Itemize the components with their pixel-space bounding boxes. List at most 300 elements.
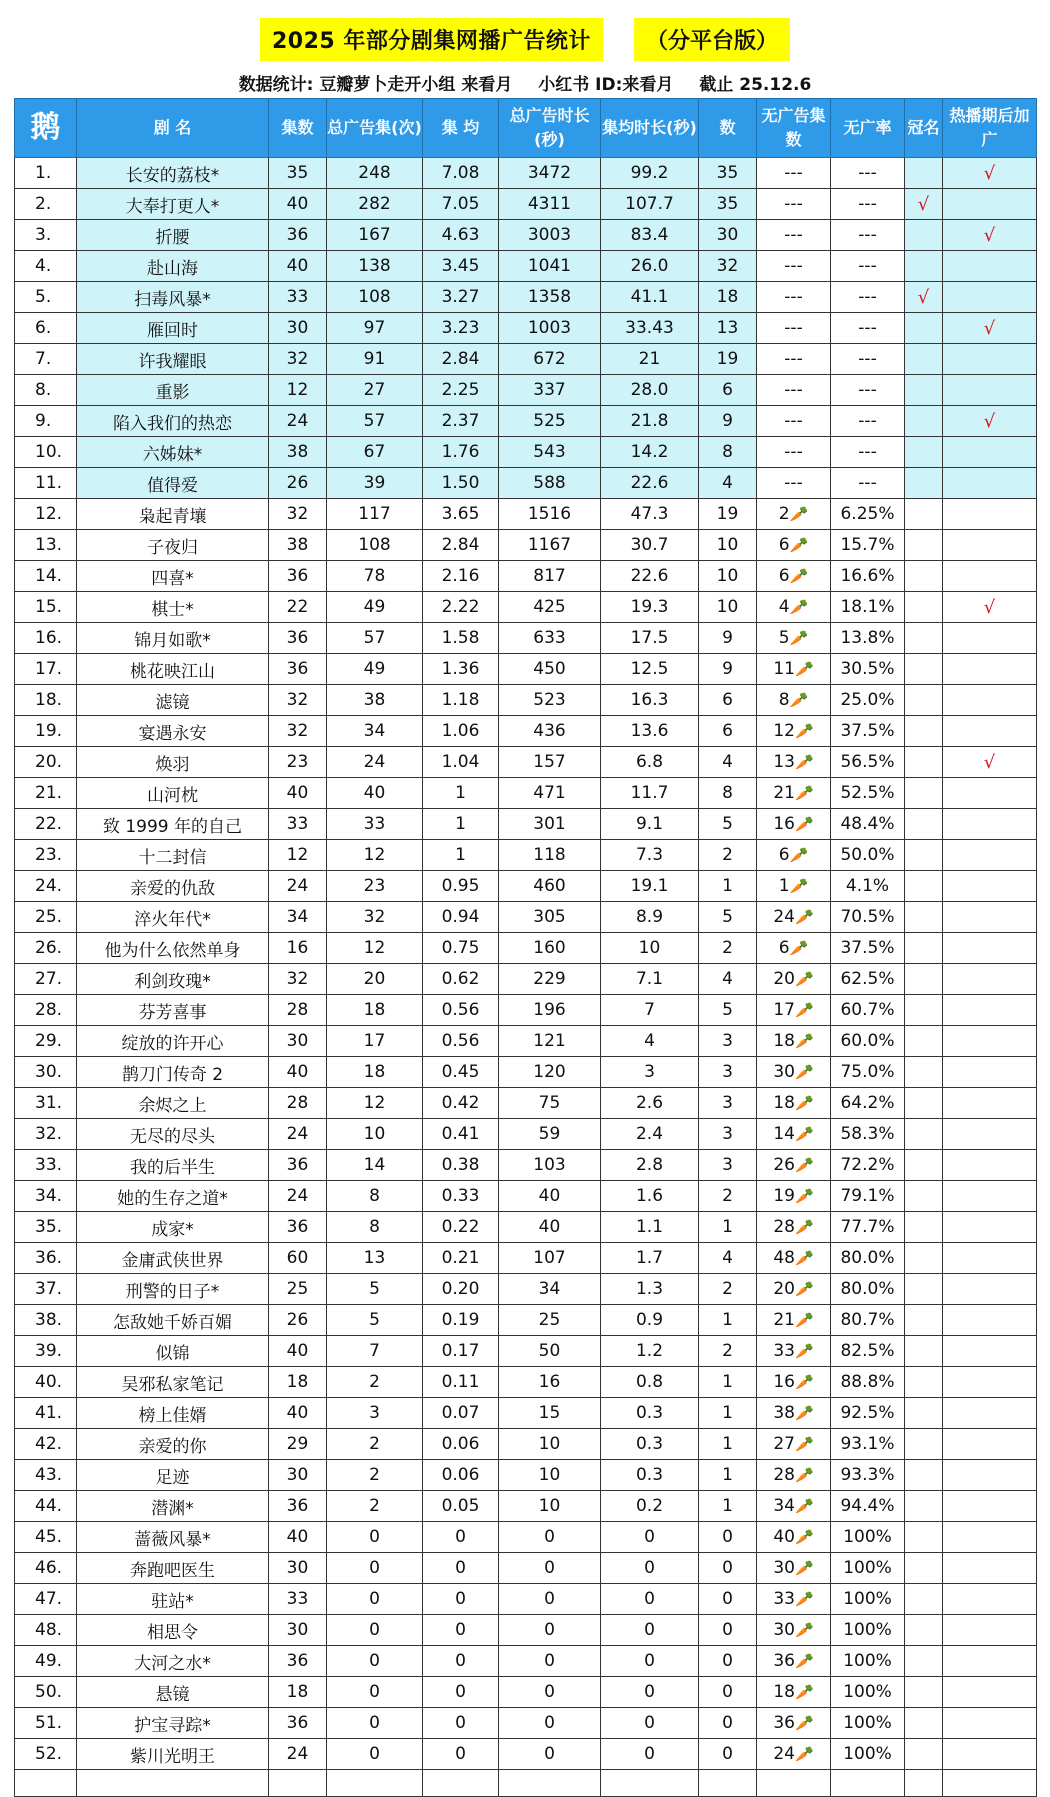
avg-duration-cell: 19.1 [601, 871, 699, 902]
total-ad-eps-cell: 0 [327, 1615, 423, 1646]
total-duration-cell: 425 [499, 592, 601, 623]
no-ad-eps-cell [757, 592, 831, 623]
no-ad-eps-cell [757, 995, 831, 1026]
count-cell: 5 [699, 809, 757, 840]
avg-cell: 0.06 [423, 1429, 499, 1460]
episodes-cell: 36 [269, 654, 327, 685]
avg-duration-cell: 0 [601, 1584, 699, 1615]
no-ad-rate-cell: --- [831, 158, 905, 189]
hot-add-cell [943, 933, 1037, 964]
no-ad-eps-cell [757, 654, 831, 685]
avg-cell: 3.65 [423, 499, 499, 530]
rank-cell: 6. [15, 313, 77, 344]
count-cell: 6 [699, 716, 757, 747]
no-ad-eps-value: 19 [773, 1186, 795, 1206]
hot-add-cell [943, 1150, 1037, 1181]
no-ad-eps-cell: --- [757, 220, 831, 251]
no-ad-eps-value: 18 [773, 1682, 795, 1702]
no-ad-eps-value: 14 [773, 1124, 795, 1144]
sponsor-cell [905, 1677, 943, 1708]
no-ad-eps-value: 34 [773, 1496, 795, 1516]
rank-cell: 39. [15, 1336, 77, 1367]
drama-name-cell: 致 1999 年的自己 [77, 809, 269, 840]
avg-cell: 0.41 [423, 1119, 499, 1150]
hot-add-cell [943, 375, 1037, 406]
avg-duration-cell: 83.4 [601, 220, 699, 251]
rank-cell: 41. [15, 1398, 77, 1429]
sponsor-cell [905, 1181, 943, 1212]
table-row [15, 406, 1037, 437]
no-ad-eps-cell [757, 1212, 831, 1243]
avg-duration-cell: 7.3 [601, 840, 699, 871]
no-ad-eps-cell [757, 1181, 831, 1212]
no-ad-eps-cell [757, 1243, 831, 1274]
hot-add-cell [943, 1212, 1037, 1243]
sponsor-cell [905, 1305, 943, 1336]
hot-add-cell: √ [943, 747, 1037, 778]
avg-cell: 7.08 [423, 158, 499, 189]
no-ad-rate-cell: 100% [831, 1708, 905, 1739]
drama-name-cell: 山河枕 [77, 778, 269, 809]
table-row [15, 809, 1037, 840]
sponsor-cell [905, 716, 943, 747]
episodes-cell: 30 [269, 1553, 327, 1584]
carrot-icon: 🥕 [794, 1404, 814, 1422]
total-ad-eps-cell: 2 [327, 1429, 423, 1460]
sponsor-cell [905, 561, 943, 592]
no-ad-eps-cell [757, 1367, 831, 1398]
no-ad-rate-cell: 100% [831, 1584, 905, 1615]
total-duration-cell: 0 [499, 1646, 601, 1677]
total-duration-cell: 543 [499, 437, 601, 468]
page-title: 2025 年部分剧集网播广告统计 [260, 18, 603, 61]
no-ad-rate-cell: 16.6% [831, 561, 905, 592]
avg-cell: 2.84 [423, 530, 499, 561]
drama-name-cell: 她的生存之道* [77, 1181, 269, 1212]
rank-cell: 34. [15, 1181, 77, 1212]
total-duration-cell: 229 [499, 964, 601, 995]
avg-duration-cell: 21.8 [601, 406, 699, 437]
hot-add-cell [943, 1460, 1037, 1491]
total-ad-eps-cell: 0 [327, 1646, 423, 1677]
total-duration-cell: 1358 [499, 282, 601, 313]
rank-cell: 44. [15, 1491, 77, 1522]
total-ad-eps-cell: 67 [327, 437, 423, 468]
episodes-cell: 26 [269, 468, 327, 499]
hot-add-cell: √ [943, 313, 1037, 344]
rank-cell: 20. [15, 747, 77, 778]
avg-duration-cell: 1.2 [601, 1336, 699, 1367]
episodes-cell: 16 [269, 933, 327, 964]
sponsor-cell [905, 1584, 943, 1615]
episodes-cell: 24 [269, 871, 327, 902]
avg-duration-cell: 0 [601, 1646, 699, 1677]
total-ad-eps-cell: 2 [327, 1491, 423, 1522]
avg-cell: 3.23 [423, 313, 499, 344]
hot-add-cell [943, 1491, 1037, 1522]
total-duration-cell: 0 [499, 1677, 601, 1708]
empty-cell [757, 1770, 831, 1797]
count-cell: 9 [699, 654, 757, 685]
no-ad-rate-cell: 72.2% [831, 1150, 905, 1181]
total-duration-cell: 0 [499, 1584, 601, 1615]
no-ad-eps-value: 21 [773, 783, 795, 803]
sponsor-cell [905, 623, 943, 654]
episodes-cell: 40 [269, 189, 327, 220]
header-sponsor: 冠名 [905, 99, 943, 158]
sponsor-cell [905, 685, 943, 716]
episodes-cell: 36 [269, 1646, 327, 1677]
episodes-cell: 29 [269, 1429, 327, 1460]
total-duration-cell: 471 [499, 778, 601, 809]
rank-cell: 27. [15, 964, 77, 995]
header-no-ad-eps: 无广告集数 [757, 99, 831, 158]
total-ad-eps-cell: 282 [327, 189, 423, 220]
drama-name-cell: 大奉打更人* [77, 189, 269, 220]
no-ad-eps-cell [757, 1584, 831, 1615]
total-duration-cell: 40 [499, 1212, 601, 1243]
drama-name-cell: 利剑玫瑰* [77, 964, 269, 995]
drama-name-cell: 子夜归 [77, 530, 269, 561]
sponsor-cell [905, 344, 943, 375]
avg-cell: 0.38 [423, 1150, 499, 1181]
no-ad-rate-cell: 100% [831, 1739, 905, 1770]
drama-name-cell: 芬芳喜事 [77, 995, 269, 1026]
empty-cell [699, 1770, 757, 1797]
episodes-cell: 40 [269, 1398, 327, 1429]
no-ad-eps-cell [757, 1274, 831, 1305]
table-row [15, 840, 1037, 871]
no-ad-rate-cell: 100% [831, 1553, 905, 1584]
no-ad-rate-cell: 79.1% [831, 1181, 905, 1212]
avg-duration-cell: 14.2 [601, 437, 699, 468]
no-ad-eps-cell [757, 1708, 831, 1739]
total-duration-cell: 10 [499, 1460, 601, 1491]
empty-cell [327, 1770, 423, 1797]
carrot-icon: 🥕 [794, 970, 814, 988]
rank-cell: 29. [15, 1026, 77, 1057]
table-row [15, 747, 1037, 778]
avg-cell: 1 [423, 840, 499, 871]
drama-name-cell: 成家* [77, 1212, 269, 1243]
carrot-icon: 🥕 [794, 784, 814, 802]
count-cell: 3 [699, 1119, 757, 1150]
avg-duration-cell: 0 [601, 1553, 699, 1584]
rank-cell: 3. [15, 220, 77, 251]
avg-cell: 1.36 [423, 654, 499, 685]
count-cell: 10 [699, 561, 757, 592]
no-ad-eps-cell [757, 1088, 831, 1119]
total-duration-cell: 1041 [499, 251, 601, 282]
drama-name-cell: 亲爱的你 [77, 1429, 269, 1460]
hot-add-cell [943, 1026, 1037, 1057]
avg-cell: 0.19 [423, 1305, 499, 1336]
total-ad-eps-cell: 117 [327, 499, 423, 530]
table-row [15, 964, 1037, 995]
avg-duration-cell: 47.3 [601, 499, 699, 530]
no-ad-eps-cell [757, 1491, 831, 1522]
carrot-icon: 🥕 [794, 1187, 814, 1205]
count-cell: 35 [699, 158, 757, 189]
avg-duration-cell: 0 [601, 1522, 699, 1553]
carrot-icon: 🥕 [794, 908, 814, 926]
sponsor-cell [905, 654, 943, 685]
avg-duration-cell: 99.2 [601, 158, 699, 189]
episodes-cell: 35 [269, 158, 327, 189]
drama-name-cell: 十二封信 [77, 840, 269, 871]
carrot-icon: 🥕 [794, 1094, 814, 1112]
no-ad-rate-cell: --- [831, 220, 905, 251]
avg-cell: 0.42 [423, 1088, 499, 1119]
episodes-cell: 33 [269, 1584, 327, 1615]
no-ad-eps-value: 5 [778, 628, 790, 648]
no-ad-rate-cell: 60.7% [831, 995, 905, 1026]
total-duration-cell: 103 [499, 1150, 601, 1181]
sponsor-cell [905, 871, 943, 902]
no-ad-rate-cell: 18.1% [831, 592, 905, 623]
carrot-icon: 🥕 [794, 1063, 814, 1081]
table-row [15, 654, 1037, 685]
hot-add-cell [943, 1398, 1037, 1429]
drama-name-cell: 宴遇永安 [77, 716, 269, 747]
sponsor-cell [905, 1553, 943, 1584]
no-ad-eps-cell [757, 1057, 831, 1088]
no-ad-rate-cell: 82.5% [831, 1336, 905, 1367]
sponsor-cell [905, 809, 943, 840]
rank-cell: 33. [15, 1150, 77, 1181]
avg-cell: 2.22 [423, 592, 499, 623]
avg-cell: 0.56 [423, 1026, 499, 1057]
table-row [15, 437, 1037, 468]
no-ad-rate-cell: --- [831, 468, 905, 499]
avg-cell: 0.07 [423, 1398, 499, 1429]
table-row [15, 1274, 1037, 1305]
no-ad-eps-cell: --- [757, 406, 831, 437]
drama-name-cell: 蔷薇风暴* [77, 1522, 269, 1553]
table-row [15, 1491, 1037, 1522]
total-ad-eps-cell: 12 [327, 933, 423, 964]
table-row [15, 1367, 1037, 1398]
rank-cell: 25. [15, 902, 77, 933]
no-ad-rate-cell: 30.5% [831, 654, 905, 685]
sponsor-cell [905, 1119, 943, 1150]
no-ad-rate-cell: 13.8% [831, 623, 905, 654]
empty-cell [269, 1770, 327, 1797]
total-duration-cell: 59 [499, 1119, 601, 1150]
count-cell: 10 [699, 530, 757, 561]
avg-duration-cell: 7.1 [601, 964, 699, 995]
no-ad-eps-cell [757, 1305, 831, 1336]
avg-cell: 0.06 [423, 1460, 499, 1491]
empty-cell [943, 1770, 1037, 1797]
total-duration-cell: 16 [499, 1367, 601, 1398]
carrot-icon: 🥕 [794, 1373, 814, 1391]
hot-add-cell [943, 1553, 1037, 1584]
count-cell: 2 [699, 933, 757, 964]
rank-cell: 42. [15, 1429, 77, 1460]
no-ad-eps-value: 28 [773, 1217, 795, 1237]
rank-cell: 7. [15, 344, 77, 375]
sponsor-cell [905, 220, 943, 251]
total-duration-cell: 525 [499, 406, 601, 437]
no-ad-rate-cell: 60.0% [831, 1026, 905, 1057]
no-ad-eps-value: 12 [773, 721, 795, 741]
no-ad-eps-value: 18 [773, 1031, 795, 1051]
avg-duration-cell: 0.3 [601, 1460, 699, 1491]
no-ad-eps-value: 36 [773, 1651, 795, 1671]
avg-duration-cell: 0.2 [601, 1491, 699, 1522]
avg-cell: 1 [423, 809, 499, 840]
rank-cell: 36. [15, 1243, 77, 1274]
count-cell: 1 [699, 1429, 757, 1460]
no-ad-eps-cell [757, 1336, 831, 1367]
rank-cell: 30. [15, 1057, 77, 1088]
avg-duration-cell: 2.4 [601, 1119, 699, 1150]
sponsor-cell [905, 530, 943, 561]
sponsor-cell [905, 933, 943, 964]
episodes-cell: 32 [269, 964, 327, 995]
hot-add-cell [943, 1336, 1037, 1367]
table-row [15, 1522, 1037, 1553]
avg-duration-cell: 30.7 [601, 530, 699, 561]
sponsor-cell [905, 375, 943, 406]
episodes-cell: 32 [269, 344, 327, 375]
episodes-cell: 24 [269, 406, 327, 437]
drama-name-cell: 重影 [77, 375, 269, 406]
avg-cell: 2.25 [423, 375, 499, 406]
no-ad-rate-cell: 50.0% [831, 840, 905, 871]
avg-duration-cell: 1.6 [601, 1181, 699, 1212]
meta-line [0, 70, 1050, 95]
carrot-icon: 🥕 [789, 846, 809, 864]
total-ad-eps-cell: 5 [327, 1305, 423, 1336]
count-cell: 1 [699, 1460, 757, 1491]
table-row [15, 871, 1037, 902]
table-row [15, 1677, 1037, 1708]
total-ad-eps-cell: 138 [327, 251, 423, 282]
total-ad-eps-cell: 78 [327, 561, 423, 592]
carrot-icon: 🥕 [789, 598, 809, 616]
total-ad-eps-cell: 248 [327, 158, 423, 189]
sponsor-cell [905, 1646, 943, 1677]
avg-cell: 0 [423, 1522, 499, 1553]
drama-name-cell: 护宝寻踪* [77, 1708, 269, 1739]
count-cell: 1 [699, 1305, 757, 1336]
total-duration-cell: 460 [499, 871, 601, 902]
rank-cell: 40. [15, 1367, 77, 1398]
hot-add-cell [943, 437, 1037, 468]
hot-add-cell [943, 995, 1037, 1026]
no-ad-rate-cell: 37.5% [831, 933, 905, 964]
avg-duration-cell: 9.1 [601, 809, 699, 840]
rank-cell: 35. [15, 1212, 77, 1243]
table-row [15, 375, 1037, 406]
empty-cell [831, 1770, 905, 1797]
episodes-cell: 18 [269, 1677, 327, 1708]
meta-xhs: 小红书 ID:来看月 [538, 75, 674, 95]
hot-add-cell [943, 1646, 1037, 1677]
episodes-cell: 24 [269, 1181, 327, 1212]
avg-cell: 1.58 [423, 623, 499, 654]
hot-add-cell: √ [943, 220, 1037, 251]
avg-cell: 0.56 [423, 995, 499, 1026]
avg-cell: 1.76 [423, 437, 499, 468]
no-ad-rate-cell: 88.8% [831, 1367, 905, 1398]
no-ad-rate-cell: --- [831, 344, 905, 375]
table-row [15, 1615, 1037, 1646]
hot-add-cell [943, 561, 1037, 592]
sponsor-cell [905, 1026, 943, 1057]
drama-name-cell: 锦月如歌* [77, 623, 269, 654]
drama-name-cell: 焕羽 [77, 747, 269, 778]
count-cell: 1 [699, 1491, 757, 1522]
no-ad-eps-cell: --- [757, 437, 831, 468]
sponsor-cell [905, 778, 943, 809]
total-ad-eps-cell: 18 [327, 995, 423, 1026]
table-row [15, 1646, 1037, 1677]
avg-duration-cell: 28.0 [601, 375, 699, 406]
avg-cell: 3.45 [423, 251, 499, 282]
hot-add-cell [943, 1057, 1037, 1088]
total-duration-cell: 436 [499, 716, 601, 747]
total-duration-cell: 301 [499, 809, 601, 840]
episodes-cell: 38 [269, 530, 327, 561]
avg-duration-cell: 1.7 [601, 1243, 699, 1274]
no-ad-eps-cell [757, 933, 831, 964]
total-ad-eps-cell: 12 [327, 840, 423, 871]
table-row [15, 623, 1037, 654]
total-duration-cell: 588 [499, 468, 601, 499]
drama-name-cell: 许我耀眼 [77, 344, 269, 375]
header-eps: 集数 [269, 99, 327, 158]
table-row [15, 530, 1037, 561]
header-brand: 鹅 [15, 99, 77, 158]
avg-cell: 0.22 [423, 1212, 499, 1243]
avg-duration-cell: 13.6 [601, 716, 699, 747]
sponsor-cell [905, 1243, 943, 1274]
sponsor-cell [905, 1491, 943, 1522]
avg-duration-cell: 7 [601, 995, 699, 1026]
no-ad-rate-cell: 77.7% [831, 1212, 905, 1243]
total-ad-eps-cell: 27 [327, 375, 423, 406]
avg-cell: 3.27 [423, 282, 499, 313]
count-cell: 0 [699, 1739, 757, 1770]
total-duration-cell: 0 [499, 1615, 601, 1646]
no-ad-rate-cell: --- [831, 406, 905, 437]
carrot-icon: 🥕 [794, 1466, 814, 1484]
table-row [15, 499, 1037, 530]
sponsor-cell [905, 1460, 943, 1491]
total-duration-cell: 0 [499, 1522, 601, 1553]
title-bar [0, 18, 1050, 61]
total-ad-eps-cell: 14 [327, 1150, 423, 1181]
episodes-cell: 34 [269, 902, 327, 933]
total-ad-eps-cell: 33 [327, 809, 423, 840]
rank-cell: 38. [15, 1305, 77, 1336]
no-ad-rate-cell: 25.0% [831, 685, 905, 716]
no-ad-eps-cell [757, 809, 831, 840]
no-ad-rate-cell: 80.7% [831, 1305, 905, 1336]
avg-duration-cell: 4 [601, 1026, 699, 1057]
sponsor-cell [905, 1274, 943, 1305]
episodes-cell: 28 [269, 995, 327, 1026]
meta-stats: 数据统计: 豆瓣萝卜走开小组 来看月 [238, 75, 513, 95]
no-ad-eps-value: 26 [773, 1155, 795, 1175]
no-ad-eps-value: 17 [773, 1000, 795, 1020]
avg-duration-cell: 1.3 [601, 1274, 699, 1305]
rank-cell: 5. [15, 282, 77, 313]
no-ad-rate-cell: --- [831, 437, 905, 468]
